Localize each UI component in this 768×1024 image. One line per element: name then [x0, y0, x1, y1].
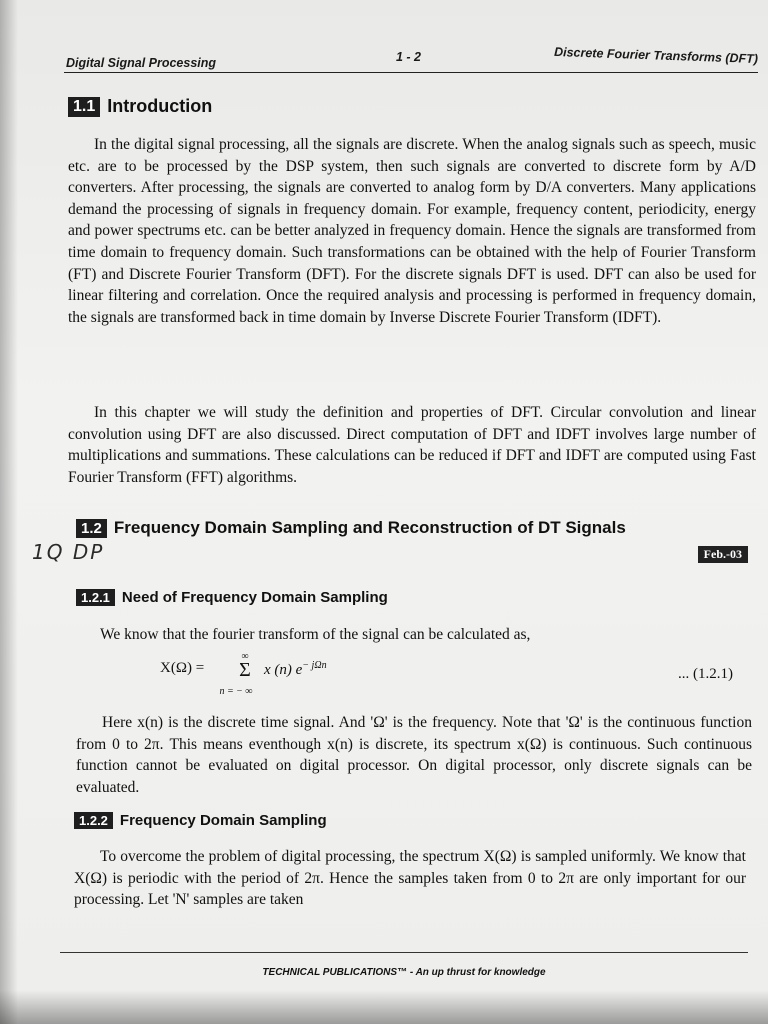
formula-lhs: X(Ω) = — [160, 660, 205, 676]
section-number: 1.1 — [68, 97, 100, 117]
equation-number: ... (1.2.1) — [678, 666, 733, 682]
page-footer: TECHNICAL PUBLICATIONS™ - An up thrust for knowledge — [60, 952, 748, 978]
need-paragraph-2: Here x(n) is the discrete time signal. And 'Ω' is the frequency. Note that 'Ω' is the continuous function from 0 to 2π. This means eventhough x(n) is discrete, its spectrum x(Ω) is continuous. Such continuous function cannot be evaluated on digital processor. On digital processor, only discrete signals can be evaluated. — [76, 714, 752, 796]
section-heading-1-2-2 — [74, 812, 327, 829]
header-book-title: Digital Signal Processing — [66, 56, 217, 70]
section-number: 1.2 — [76, 519, 107, 538]
formula-rhs — [264, 660, 327, 679]
section-title: Frequency Domain Sampling and Reconstruction of DT Signals — [113, 518, 626, 537]
header-chapter-title: Discrete Fourier Transforms (DFT) — [553, 44, 759, 66]
section-heading-1-2-1 — [76, 589, 388, 606]
section-number: 1.2.1 — [76, 589, 115, 606]
fourier-transform-formula — [160, 650, 760, 696]
need-paragraph-1: We know that the fourier transform of the signal can be calculated as, — [100, 626, 531, 643]
exam-badge: Feb.-03 — [698, 546, 748, 563]
section-number: 1.2.2 — [74, 812, 113, 829]
page-shadow-left — [0, 0, 18, 1024]
handwritten-note: 1Q DP — [32, 540, 105, 564]
header-page-number: 1 - 2 — [396, 50, 422, 64]
sum-lower-limit: n = − ∞ — [219, 686, 253, 697]
section-title: Need of Frequency Domain Sampling — [121, 589, 388, 606]
section-title: Introduction — [107, 96, 213, 116]
section-heading-1-1 — [68, 96, 212, 117]
sigma-glyph: Σ — [239, 659, 251, 681]
fds-paragraph-1: To overcome the problem of digital processing, the spectrum X(Ω) is sampled uniformly. We know that X(Ω) is periodic with the period of 2π. Hence the samples taken from 0 to 2π are only important for our processing. Let 'N' samples are taken — [74, 848, 746, 909]
formula-exponent: − jΩn — [302, 660, 327, 671]
sum-upper-limit: ∞ — [241, 651, 249, 662]
running-header — [64, 46, 758, 73]
summation-symbol — [219, 651, 260, 697]
section-heading-1-2 — [76, 518, 626, 538]
section-title: Frequency Domain Sampling — [119, 812, 327, 829]
intro-paragraph-2: In this chapter we will study the definition and properties of DFT. Circular convolution and linear convolution using DFT are also discussed. Direct computation of DFT and IDFT involves large number of multiplications and summations. These calculations can be reduced if DFT and IDFT are computed using Fast Fourier Transform (FFT) algorithms. — [68, 404, 756, 486]
intro-paragraph-1: In the digital signal processing, all the signals are discrete. When the analog signals such as speech, music etc. are to be processed by the DSP system, then such signals are converted to discrete form by A/D converters. After processing, the signals are converted to analog form by D/A converters. Many applications demand the processing of signals in frequency domain. For example, frequency content, periodicity, energy and power spectrums etc. can be better analyzed in frequency domain. Hence the signals are transformed from time domain to frequency domain. Such transformations can be obtained with the help of Fourier Transform (FT) and Discrete Fourier Transform (DFT). For the discrete signals DFT is used. DFT can also be used for linear filtering and correlation. Once the required analysis and processing is performed in frequency domain, the signals are transformed back in time domain by Inverse Discrete Fourier Transform (IDFT). — [68, 136, 756, 326]
page-shadow-bottom — [0, 990, 768, 1024]
formula-term: x (n) e — [264, 662, 303, 678]
